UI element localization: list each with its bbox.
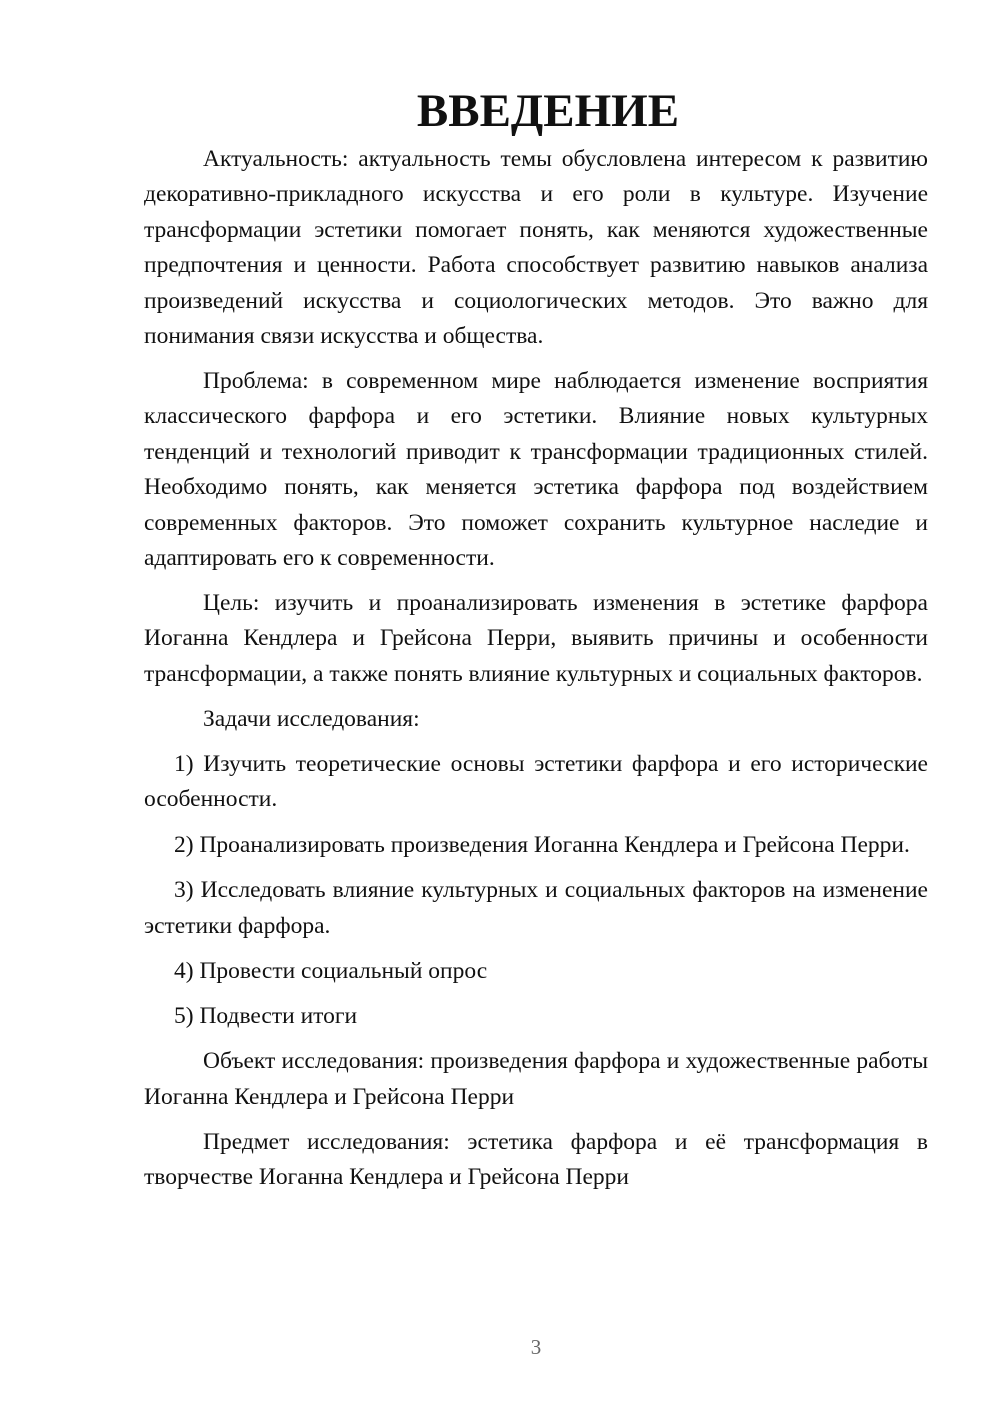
task-item-5: 5) Подвести итоги <box>174 1003 358 1030</box>
task-item-2: 2) Проанализировать произведения Иоганна Кендлера и Грейсона Перри. <box>174 831 910 858</box>
page-content <box>144 85 928 1195</box>
tasks-heading: Задачи исследования: <box>203 705 420 732</box>
research-subject-paragraph: Предмет исследования: эстетика фарфора и её трансформация в творчестве Иоганна Кендлера и Грейсона Перри <box>144 1128 928 1191</box>
task-item-1: 1) Изучить теоретические основы эстетики фарфора и его исторические особенности. <box>144 751 928 813</box>
section-heading: ВВЕДЕНИЕ <box>416 85 680 137</box>
page-number: 3 <box>530 1335 542 1359</box>
problem-paragraph: Проблема: в современном мире наблюдается изменение восприятия классического фарфора и его эстетики. Влияние новых культурных тенденций и технологий приводит к трансформации традиционных стилей. Необходимо понять, как меняется эстетика фарфора под воздействием современных факторов. Это поможет сохранить культурное наследие и адаптировать его к современности. <box>144 367 928 571</box>
task-item-4: 4) Провести социальный опрос <box>174 958 488 985</box>
relevance-paragraph: Актуальность: актуальность темы обусловлена интересом к развитию декоративно-прикладного искусства и его роли в культуре. Изучение трансформации эстетики помогает понять, как меняются художественные предпочтения и ценности. Работа способствует развитию навыков анализа произведений искусства и социологических методов. Это важно для понимания связи искусства и общества. <box>144 146 928 350</box>
research-object-paragraph: Объект исследования: произведения фарфора и художественные работы Иоганна Кендлера и Грейсона Перри <box>144 1048 928 1110</box>
goal-paragraph: Цель: изучить и проанализировать изменения в эстетике фарфора Иоганна Кендлера и Грейсона Перри, выявить причины и особенности трансформации, а также понять влияние культурных и социальных факторов. <box>144 589 928 687</box>
task-item-3: 3) Исследовать влияние культурных и социальных факторов на изменение эстетики фарфора. <box>144 877 928 939</box>
